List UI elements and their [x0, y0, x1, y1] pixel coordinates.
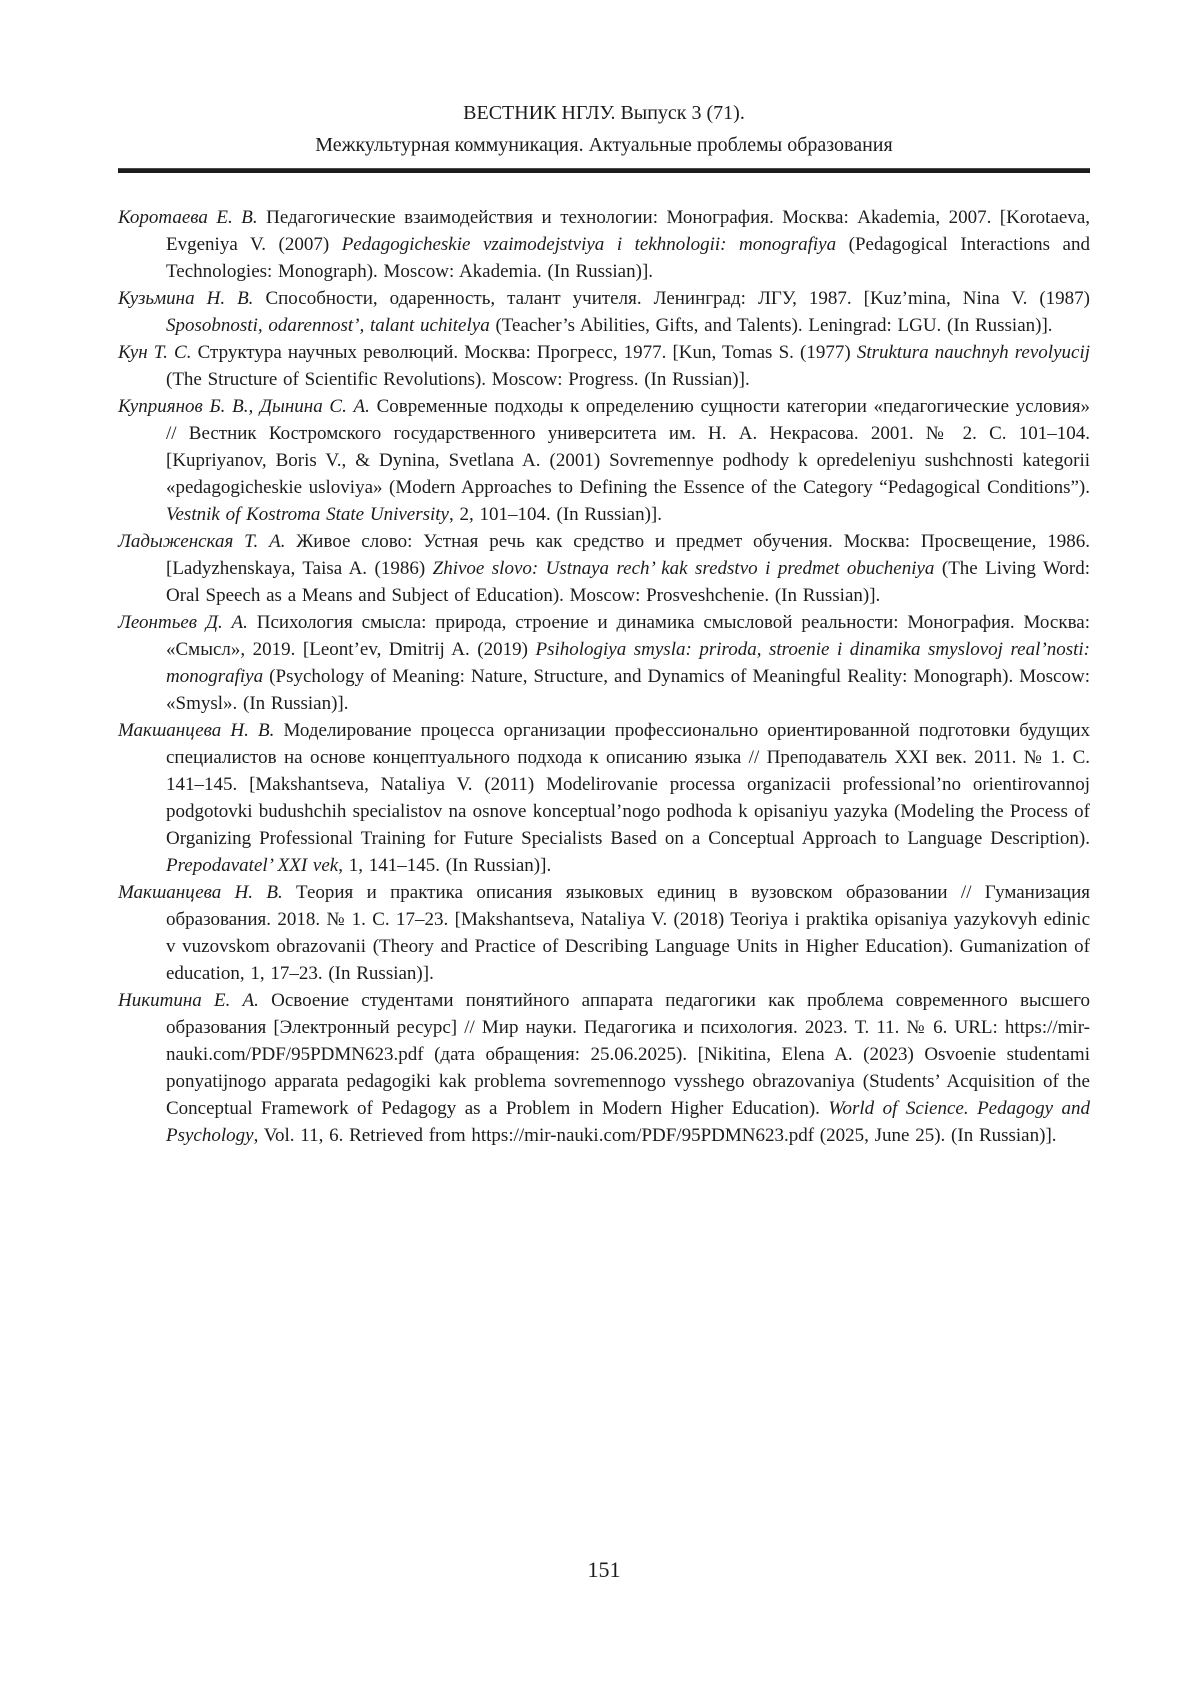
- reference-text-segment: , 2, 101–104. (In Russian)].: [449, 504, 662, 525]
- reference-italic-segment: Куприянов Б. В., Дынина С. А.: [118, 396, 370, 417]
- reference-text-segment: Живое слово: Устная речь как средство и предмет обучения. Москва: Просвещение, 1986. [Ladyzhenskaya, Taisa A. (1986): [166, 531, 1090, 579]
- reference-italic-segment: Макшанцева Н. В.: [118, 720, 275, 741]
- reference-entry: [118, 987, 1090, 1149]
- reference-italic-segment: Кун Т. С.: [118, 342, 192, 363]
- reference-text-segment: (Pedagogical Interactions and Technologies: Monograph). Moscow: Akademia. (In Russian)].: [166, 234, 1090, 282]
- reference-italic-segment: Psihologiya smysla: priroda, stroenie i dinamika smyslovoj real’nosti: monografiya: [166, 639, 1090, 687]
- reference-italic-segment: World of Science. Pedagogy and Psychology: [166, 1098, 1090, 1146]
- reference-text-segment: Педагогические взаимодействия и технологии: Монография. Москва: Akademia, 2007. [Korotaeva, Evgeniya V. (2007): [166, 207, 1091, 255]
- reference-text-segment: Теория и практика описания языковых единиц в вузовском образовании // Гуманизация образования. 2018. № 1. С. 17–23. [Makshantseva, Nataliya V. (2018) Teoriya i praktika opisaniya yazykovyh edinic v vuzovskom obrazovanii (Theory and Practice of Describing Language Units in Higher Education). Gumanization of education, 1, 17–23. (In Russian)].: [166, 882, 1090, 984]
- reference-italic-segment: Pedagogicheskie vzaimodejstviya i tekhnologii: monografiya: [341, 234, 837, 255]
- reference-entry: [118, 717, 1090, 879]
- reference-entry: [118, 204, 1090, 285]
- reference-entry: [118, 339, 1090, 393]
- reference-text-segment: , 1, 141–145. (In Russian)].: [338, 855, 552, 876]
- reference-entry: [118, 285, 1090, 339]
- journal-header-line2: Межкультурная коммуникация. Актуальные проблемы образования: [315, 134, 893, 156]
- reference-italic-segment: Struktura nauchnyh revolyucij: [856, 342, 1091, 363]
- reference-italic-segment: Vestnik of Kostroma State University: [166, 504, 449, 525]
- reference-text-segment: Моделирование процесса организации профессионально ориентированной подготовки будущих специалистов на основе концептуального подхода к описанию языка // Преподаватель XXI век. 2011. № 1. С. 141–145. [Makshantseva, Nataliya V. (2011) Modelirovanie processa organizacii professional’no orientirovannoj podgotovki budushchih specialistov na osnove konceptual’nogo podhoda k opisaniyu yazyka (Modeling the Process of Organizing Professional Training for Future Specialists Based on a Conceptual Approach to Language Description).: [166, 720, 1090, 849]
- reference-italic-segment: Sposobnosti, odarennost’, talant uchitelya: [166, 315, 490, 336]
- reference-italic-segment: Zhivoe slovo: Ustnaya rech’ kak sredstvo i predmet obucheniya: [432, 558, 935, 579]
- page-content: [118, 97, 1090, 1149]
- reference-italic-segment: Ладыженская Т. А.: [118, 531, 286, 552]
- reference-text-segment: Освоение студентами понятийного аппарата педагогики как проблема современного высшего образования [Электронный ресурс] // Мир науки. Педагогика и психология. 2023. Т. 11. № 6. URL: https://mir-nauki.com/PDF/95PDMN623.pdf (дата обращения: 25.06.2025). [Nikitina, Elena A. (2023) Osvoenie studentami ponyatijnogo apparata pedagogiki kak problema sovremennogo vysshego obrazovaniya (Students’ Acquisition of the Conceptual Framework of Pedagogy as a Problem in Modern Higher Education).: [166, 990, 1090, 1119]
- reference-text-segment: Психология смысла: природа, строение и динамика смысловой реальности: Монография. Москва: «Смысл», 2019. [Leont’ev, Dmitrij A. (2019): [166, 612, 1090, 660]
- reference-entry: [118, 879, 1090, 987]
- reference-italic-segment: Кузьмина Н. В.: [118, 288, 254, 309]
- reference-list: [118, 204, 1090, 1149]
- reference-italic-segment: Макшанцева Н. В.: [118, 882, 283, 903]
- reference-italic-segment: Коротаева Е. В.: [118, 207, 258, 228]
- reference-text-segment: (The Structure of Scientific Revolutions). Moscow: Progress. (In Russian)].: [166, 369, 750, 390]
- reference-text-segment: Современные подходы к определению сущности категории «педагогические условия» // Вестник Костромского государственного университета им. Н. А. Некрасова. 2001. № 2. С. 101–104. [Kupriyanov, Boris V., & Dynina, Svetlana A. (2001) Sovremennye podhody k opredeleniyu sushchnosti kategorii «pedagogicheskie usloviya» (Modern Approaches to Defining the Essence of the Category “Pedagogical Conditions”).: [166, 396, 1091, 498]
- header-rule: [118, 168, 1090, 173]
- reference-italic-segment: Никитина Е. А.: [118, 990, 259, 1011]
- reference-text-segment: Способности, одаренность, талант учителя. Ленинград: ЛГУ, 1987. [Kuz’mina, Nina V. (1987): [253, 288, 1091, 309]
- reference-entry: [118, 393, 1090, 528]
- reference-entry: [118, 609, 1090, 717]
- reference-text-segment: Структура научных революций. Москва: Прогресс, 1977. [Kun, Tomas S. (1977): [191, 342, 857, 363]
- page-number: 151: [587, 1557, 621, 1582]
- journal-header: [118, 97, 1090, 161]
- reference-text-segment: (Teacher’s Abilities, Gifts, and Talents). Leningrad: LGU. (In Russian)].: [489, 315, 1053, 336]
- reference-text-segment: , Vol. 11, 6. Retrieved from https://mir-nauki.com/PDF/95PDMN623.pdf (2025, June 25). (In Russian)].: [253, 1125, 1057, 1146]
- reference-entry: [118, 528, 1090, 609]
- reference-text-segment: (Psychology of Meaning: Nature, Structure, and Dynamics of Meaningful Reality: Monograph). Moscow: «Smysl». (In Russian)].: [166, 666, 1090, 714]
- reference-italic-segment: Леонтьев Д. А.: [118, 612, 248, 633]
- reference-italic-segment: Prepodavatel’ XXI vek: [166, 855, 339, 876]
- reference-text-segment: (The Living Word: Oral Speech as a Means and Subject of Education). Moscow: Prosveshchenie. (In Russian)].: [166, 558, 1090, 606]
- journal-header-line1: ВЕСТНИК НГЛУ. Выпуск 3 (71).: [463, 102, 745, 124]
